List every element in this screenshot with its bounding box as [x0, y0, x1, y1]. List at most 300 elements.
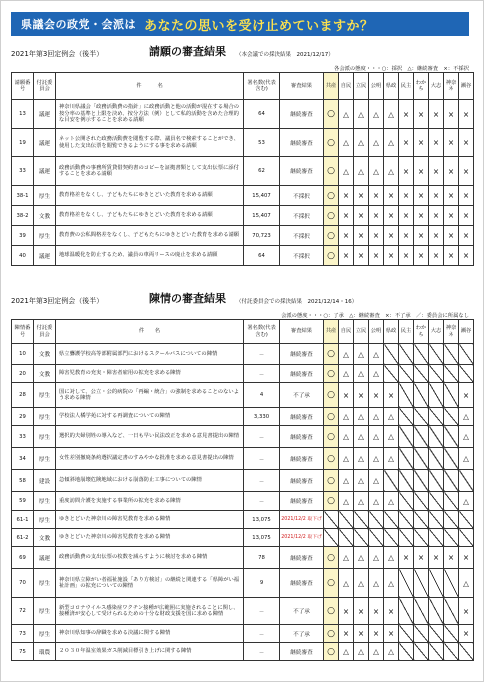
row-signatures: 9: [244, 569, 280, 598]
vote-mark: ×: [384, 186, 399, 206]
vote-mark: [444, 598, 459, 625]
row-signatures: －: [244, 365, 280, 383]
vote-mark: [429, 448, 444, 470]
vote-mark: ×: [444, 157, 459, 186]
row-result: 継続審査: [280, 157, 324, 186]
vote-mark: [399, 625, 414, 643]
party-header: 公明: [369, 73, 384, 100]
row-committee: 文教: [34, 365, 56, 383]
vote-mark: △: [369, 157, 384, 186]
row-signatures: 64: [244, 246, 280, 266]
petitions-title: 請願の審査結果: [149, 45, 226, 58]
vote-mark: ×: [429, 129, 444, 157]
header-name: 件 名: [56, 320, 244, 344]
vote-mark: ×: [369, 383, 384, 408]
row-committee: 厚生: [34, 426, 56, 448]
vote-mark: [414, 470, 429, 492]
vote-mark: △: [354, 408, 369, 426]
party-header: 民主: [399, 73, 414, 100]
row-subject: 神奈川県立障がい者福祉施設「あり方検討」の継続と関連する「県障がい福祉計画」の拡充についての陳情: [56, 569, 244, 598]
header-signatures: 署名数(代表含む): [244, 320, 280, 344]
vote-mark: ×: [429, 100, 444, 129]
vote-mark: ○: [324, 157, 339, 186]
vote-mark: △: [354, 448, 369, 470]
row-result: 不採択: [280, 226, 324, 246]
row-number: 38-1: [12, 186, 34, 206]
vote-mark: △: [339, 448, 354, 470]
row-result: 継続審査: [280, 365, 324, 383]
vote-mark: △: [384, 569, 399, 598]
vote-mark: △: [339, 100, 354, 129]
vote-mark: ×: [444, 129, 459, 157]
vote-mark: ×: [384, 246, 399, 266]
statements-title: 陳情の審査結果: [149, 292, 226, 305]
row-signatures: 13,075: [244, 529, 280, 547]
vote-mark: △: [339, 643, 354, 661]
party-header: 瀬谷: [459, 320, 474, 344]
vote-mark: ×: [444, 206, 459, 226]
table-row: [12, 226, 474, 246]
row-committee: 文教: [34, 529, 56, 547]
statements-legend: 会派の態度・・・○：了承 △：継続審査 ×：不了承 ／：委員会に所属なし: [281, 313, 469, 319]
vote-mark: ○: [324, 470, 339, 492]
vote-mark: ×: [339, 598, 354, 625]
vote-mark: [459, 643, 474, 661]
row-subject: 教育格差をなくし、子どもたちにゆきとどいた教育を求める請願: [56, 186, 244, 206]
header-name: 件 名: [56, 73, 244, 100]
row-number: 59: [12, 492, 34, 511]
header-no: 陳情番号: [12, 320, 34, 344]
vote-mark: △: [354, 426, 369, 448]
row-subject: 国に対して、公立・公的病院の「再編・統合」の強制を求めることのないよう求める陳情: [56, 383, 244, 408]
vote-mark: ×: [414, 206, 429, 226]
vote-mark: ×: [399, 206, 414, 226]
row-number: 33: [12, 426, 34, 448]
vote-mark: △: [354, 100, 369, 129]
row-result: 2021/12/2 取下げ: [280, 511, 324, 529]
row-result: 継続審査: [280, 129, 324, 157]
vote-mark: △: [369, 344, 384, 365]
row-committee: 厚生: [34, 492, 56, 511]
vote-mark: [459, 470, 474, 492]
vote-mark: [444, 448, 459, 470]
header-banner: [11, 12, 469, 36]
vote-mark: [414, 625, 429, 643]
statements-session: 2021年第3回定例会（後半）: [11, 297, 104, 305]
vote-mark: ×: [369, 598, 384, 625]
vote-mark: ×: [459, 206, 474, 226]
vote-mark: ×: [339, 625, 354, 643]
vote-mark: △: [384, 547, 399, 569]
vote-mark: ×: [369, 625, 384, 643]
vote-mark: ×: [414, 129, 429, 157]
statements-note: （付託委員会での採決結果 2021/12/14・16）: [236, 299, 358, 305]
table-row: [12, 492, 474, 511]
row-result: 不採択: [280, 206, 324, 226]
vote-mark: [399, 470, 414, 492]
vote-mark: ×: [429, 157, 444, 186]
vote-mark: [399, 383, 414, 408]
vote-mark: [399, 492, 414, 511]
vote-mark: [414, 365, 429, 383]
row-committee: 議運: [34, 129, 56, 157]
row-result: 継続審査: [280, 448, 324, 470]
statements-header-row: [12, 320, 474, 344]
vote-mark: [414, 598, 429, 625]
table-row: [12, 569, 474, 598]
vote-mark: ×: [459, 598, 474, 625]
table-row: [12, 383, 474, 408]
vote-mark: ×: [444, 547, 459, 569]
header-result: 審査結果: [280, 320, 324, 344]
vote-mark: ○: [324, 643, 339, 661]
vote-mark: ○: [324, 408, 339, 426]
vote-mark: [414, 383, 429, 408]
row-subject: 障害児教育の充実・障害者雇用の拡充を求める陳情: [56, 365, 244, 383]
table-row: [12, 470, 474, 492]
table-row: [12, 408, 474, 426]
vote-mark: ×: [399, 226, 414, 246]
party-header: 共産: [324, 320, 339, 344]
row-committee: 厚生: [34, 226, 56, 246]
petitions-note: （本会議での採決結果 2021/12/17）: [236, 52, 334, 58]
party-header: わかち: [414, 320, 429, 344]
vote-mark: [429, 470, 444, 492]
vote-mark: [444, 470, 459, 492]
row-signatures: 15,407: [244, 206, 280, 226]
vote-mark: ×: [399, 246, 414, 266]
party-header: 神奈ネ: [444, 320, 459, 344]
row-subject: ゆきとどいた神奈川の障害児教育を求める陳情: [56, 529, 244, 547]
row-subject: ２０３０年温室効果ガス削減目標引き上げに関する陳情: [56, 643, 244, 661]
row-subject: 重度訪問介護を実施する事業所の拡充を求める陳情: [56, 492, 244, 511]
vote-mark: △: [369, 426, 384, 448]
vote-mark: [384, 344, 399, 365]
row-result: 不採択: [280, 186, 324, 206]
row-number: 58: [12, 470, 34, 492]
row-subject: ゆきとどいた神奈川の障害児教育を求める陳情: [56, 511, 244, 529]
vote-mark: △: [339, 492, 354, 511]
vote-mark: △: [354, 492, 369, 511]
vote-mark: ×: [399, 157, 414, 186]
row-committee: 議運: [34, 100, 56, 129]
vote-mark: △: [369, 100, 384, 129]
vote-mark: [414, 408, 429, 426]
row-committee: 議運: [34, 157, 56, 186]
vote-mark: [444, 365, 459, 383]
row-number: 40: [12, 246, 34, 266]
header-no: 請願番号: [12, 73, 34, 100]
row-committee: 環農: [34, 643, 56, 661]
vote-mark: ×: [369, 226, 384, 246]
vote-mark: ×: [444, 246, 459, 266]
vote-mark: [444, 426, 459, 448]
vote-mark: ×: [354, 625, 369, 643]
row-number: 73: [12, 625, 34, 643]
statements-heading: [11, 292, 357, 306]
row-subject: 神奈川県議会「政務活動費の指針」に政務活動と他の活動が混在する場合の按分率の基準と上限を決め、按分方法（例）として私的活動を含めた合理的な目安を例示することを求める請願: [56, 100, 244, 129]
row-subject: 選択的夫婦別姓の導入など、一日も早い民法改正を求める意見書提出の陳情: [56, 426, 244, 448]
vote-mark: △: [339, 426, 354, 448]
vote-mark: ×: [429, 186, 444, 206]
vote-mark: [399, 408, 414, 426]
vote-mark: [399, 643, 414, 661]
row-result: 継続審査: [280, 643, 324, 661]
row-number: 29: [12, 408, 34, 426]
row-result: 継続審査: [280, 408, 324, 426]
vote-mark: △: [384, 408, 399, 426]
vote-mark: [444, 408, 459, 426]
vote-mark: ×: [444, 100, 459, 129]
header-result: 審査結果: [280, 73, 324, 100]
row-signatures: －: [244, 426, 280, 448]
row-signatures: 15,407: [244, 186, 280, 206]
table-row: [12, 511, 474, 529]
row-subject: 政務活動費の支出伝票の枚数を減らすように検討を求める陳情: [56, 547, 244, 569]
row-signatures: －: [244, 492, 280, 511]
vote-mark: △: [339, 129, 354, 157]
vote-mark: △: [459, 492, 474, 511]
row-signatures: 53: [244, 129, 280, 157]
vote-mark: [414, 643, 429, 661]
vote-mark: △: [369, 129, 384, 157]
vote-mark: [459, 529, 474, 547]
row-signatures: 13,075: [244, 511, 280, 529]
vote-mark: ×: [459, 246, 474, 266]
vote-mark: ×: [459, 100, 474, 129]
table-row: [12, 448, 474, 470]
party-header: 自民: [339, 73, 354, 100]
row-result: 継続審査: [280, 100, 324, 129]
party-header: 立民: [354, 73, 369, 100]
row-number: 19: [12, 129, 34, 157]
party-header: 民主: [399, 320, 414, 344]
table-row: [12, 643, 474, 661]
table-row: [12, 246, 474, 266]
row-number: 13: [12, 100, 34, 129]
vote-mark: [444, 625, 459, 643]
vote-mark: ×: [414, 157, 429, 186]
table-row: [12, 344, 474, 365]
vote-mark: ○: [324, 206, 339, 226]
vote-mark: ×: [369, 206, 384, 226]
party-header: 神奈ネ: [444, 73, 459, 100]
vote-mark: ○: [324, 448, 339, 470]
vote-mark: [429, 426, 444, 448]
vote-mark: [444, 344, 459, 365]
vote-mark: △: [339, 408, 354, 426]
vote-mark: ×: [414, 246, 429, 266]
row-result: 継続審査: [280, 470, 324, 492]
row-subject: 神奈川県知事の辞職を求める決議に関する陳情: [56, 625, 244, 643]
row-result: 継続審査: [280, 426, 324, 448]
vote-mark: [444, 529, 459, 547]
vote-mark: △: [459, 408, 474, 426]
vote-mark: ×: [459, 186, 474, 206]
vote-mark: △: [459, 569, 474, 598]
petitions-legend: 各会派の態度・・・○：採択 △：継続審査 ×：不採択: [334, 66, 469, 72]
vote-mark: [429, 625, 444, 643]
vote-mark: ×: [384, 383, 399, 408]
row-signatures: 4: [244, 383, 280, 408]
row-number: 34: [12, 448, 34, 470]
vote-mark: △: [369, 365, 384, 383]
row-committee: 厚生: [34, 625, 56, 643]
vote-mark: ○: [324, 186, 339, 206]
row-committee: 厚生: [34, 383, 56, 408]
row-subject: 政務活動費の事務所賃貸借契約書のコピーを証拠書類として支出伝票に添付することを求める請願: [56, 157, 244, 186]
vote-mark: [354, 529, 369, 547]
row-subject: 急傾斜地崩壊危険地域における崩落防止工事についての陳情: [56, 470, 244, 492]
row-subject: 教育費の公私間格差をなくし、子どもたちにゆきとどいた教育を求める請願: [56, 226, 244, 246]
vote-mark: [399, 529, 414, 547]
row-signatures: 3,330: [244, 408, 280, 426]
vote-mark: △: [459, 448, 474, 470]
row-subject: 県立聾護学校高等部附属部門におけるスクールバスについての陳情: [56, 344, 244, 365]
row-committee: 厚生: [34, 408, 56, 426]
vote-mark: △: [384, 129, 399, 157]
table-row: [12, 529, 474, 547]
vote-mark: ×: [354, 206, 369, 226]
vote-mark: [414, 448, 429, 470]
vote-mark: ×: [369, 186, 384, 206]
vote-mark: △: [384, 157, 399, 186]
vote-mark: ×: [354, 226, 369, 246]
vote-mark: ×: [339, 206, 354, 226]
row-signatures: －: [244, 598, 280, 625]
vote-mark: [399, 448, 414, 470]
party-header: 公明: [369, 320, 384, 344]
header-signatures: 署名数(代表含む): [244, 73, 280, 100]
vote-mark: [414, 511, 429, 529]
vote-mark: [399, 426, 414, 448]
vote-mark: △: [354, 157, 369, 186]
vote-mark: ×: [459, 226, 474, 246]
vote-mark: [384, 365, 399, 383]
vote-mark: ×: [444, 186, 459, 206]
row-signatures: －: [244, 448, 280, 470]
row-signatures: 64: [244, 100, 280, 129]
vote-mark: [414, 344, 429, 365]
vote-mark: ×: [414, 547, 429, 569]
vote-mark: ○: [324, 129, 339, 157]
row-committee: 文教: [34, 206, 56, 226]
vote-mark: [324, 529, 339, 547]
row-signatures: －: [244, 625, 280, 643]
header-committee: 付託委員会: [34, 73, 56, 100]
banner-text-highlight: あなたの思いを受け止めていますか？: [144, 18, 374, 34]
vote-mark: △: [354, 643, 369, 661]
vote-mark: △: [339, 569, 354, 598]
vote-mark: ○: [324, 344, 339, 365]
row-number: 69: [12, 547, 34, 569]
vote-mark: △: [354, 129, 369, 157]
vote-mark: ○: [324, 100, 339, 129]
vote-mark: △: [339, 157, 354, 186]
vote-mark: △: [369, 547, 384, 569]
row-number: 72: [12, 598, 34, 625]
vote-mark: ×: [429, 547, 444, 569]
table-row: [12, 547, 474, 569]
row-signatures: 70,723: [244, 226, 280, 246]
vote-mark: ×: [399, 547, 414, 569]
petitions-heading: [11, 45, 334, 59]
party-header: 大志: [429, 320, 444, 344]
row-committee: 文教: [34, 344, 56, 365]
vote-mark: △: [354, 365, 369, 383]
vote-mark: △: [384, 448, 399, 470]
row-committee: 厚生: [34, 448, 56, 470]
vote-mark: △: [339, 365, 354, 383]
row-number: 70: [12, 569, 34, 598]
vote-mark: △: [354, 344, 369, 365]
table-row: [12, 625, 474, 643]
row-committee: 議運: [34, 246, 56, 266]
vote-mark: △: [369, 569, 384, 598]
row-result: 継続審査: [280, 547, 324, 569]
party-header: 県政: [384, 73, 399, 100]
vote-mark: △: [354, 547, 369, 569]
vote-mark: [459, 344, 474, 365]
vote-mark: ×: [429, 226, 444, 246]
petitions-table: [11, 72, 474, 266]
vote-mark: ○: [324, 226, 339, 246]
row-result: 不了承: [280, 598, 324, 625]
party-header: わかち: [414, 73, 429, 100]
vote-mark: ○: [324, 365, 339, 383]
vote-mark: ×: [459, 625, 474, 643]
row-signatures: 62: [244, 157, 280, 186]
vote-mark: ×: [354, 186, 369, 206]
vote-mark: ×: [354, 598, 369, 625]
row-signatures: －: [244, 470, 280, 492]
row-subject: 教育格差をなくし、子どもたちにゆきとどいた教育を求める請願: [56, 206, 244, 226]
header-committee: 付託委員会: [34, 320, 56, 344]
vote-mark: ○: [324, 598, 339, 625]
row-result: 不了承: [280, 625, 324, 643]
vote-mark: ×: [354, 246, 369, 266]
vote-mark: △: [384, 492, 399, 511]
table-row: [12, 365, 474, 383]
row-committee: 厚生: [34, 598, 56, 625]
row-committee: 議運: [34, 547, 56, 569]
row-number: 61-2: [12, 529, 34, 547]
vote-mark: ○: [324, 426, 339, 448]
vote-mark: ×: [384, 598, 399, 625]
table-row: [12, 186, 474, 206]
vote-mark: △: [459, 426, 474, 448]
vote-mark: ×: [414, 100, 429, 129]
party-header: 共産: [324, 73, 339, 100]
vote-mark: [399, 569, 414, 598]
vote-mark: [414, 529, 429, 547]
vote-mark: [384, 529, 399, 547]
vote-mark: [339, 511, 354, 529]
vote-mark: [369, 511, 384, 529]
table-row: [12, 598, 474, 625]
row-committee: 厚生: [34, 186, 56, 206]
vote-mark: ×: [339, 383, 354, 408]
row-number: 10: [12, 344, 34, 365]
vote-mark: ○: [324, 547, 339, 569]
petitions-header-row: [12, 73, 474, 100]
table-row: [12, 206, 474, 226]
vote-mark: [429, 344, 444, 365]
vote-mark: [429, 511, 444, 529]
vote-mark: △: [369, 492, 384, 511]
vote-mark: [459, 511, 474, 529]
row-subject: 女性差別撤廃条約選択議定書のすみやかな批准を求める意見書提出の陳情: [56, 448, 244, 470]
